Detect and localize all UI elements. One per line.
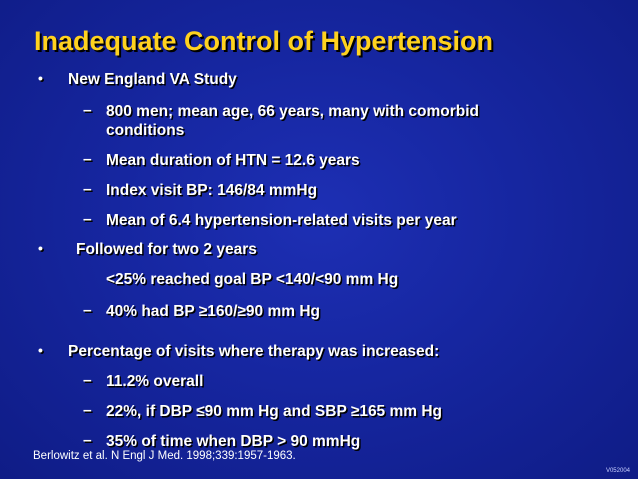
- dash-icon: –: [83, 211, 92, 228]
- sub-overall: 11.2% overall: [106, 373, 204, 390]
- dash-icon: –: [83, 151, 92, 168]
- bullet-icon: •: [38, 240, 43, 256]
- dash-icon: –: [83, 302, 92, 319]
- dash-icon: –: [83, 102, 92, 119]
- sub-reached-goal: <25% reached goal BP <140/<90 mm Hg: [106, 271, 399, 288]
- slide-code: V052004: [605, 468, 630, 474]
- bullet-followed-two-years: Followed for two 2 years: [76, 241, 257, 258]
- dash-icon: –: [83, 402, 92, 419]
- dash-icon: –: [83, 372, 92, 389]
- slide-title: Inadequate Control of Hypertension: [34, 26, 494, 56]
- sub-mean-visits: Mean of 6.4 hypertension-related visits per year: [106, 212, 457, 229]
- bullet-percentage-visits: Percentage of visits where therapy was increased:: [68, 343, 440, 360]
- bullet-icon: •: [38, 70, 43, 86]
- sub-time-dbp: 35% of time when DBP > 90 mmHg: [106, 433, 361, 450]
- sub-800-men-continued: conditions: [106, 122, 185, 139]
- citation: Berlowitz et al. N Engl J Med. 1998;339:1957-1963.: [33, 450, 296, 462]
- dash-icon: –: [83, 432, 92, 449]
- sub-800-men: 800 men; mean age, 66 years, many with comorbid: [106, 103, 480, 120]
- bullet-new-england-va-study: New England VA Study: [68, 71, 237, 88]
- sub-mean-duration: Mean duration of HTN = 12.6 years: [106, 152, 360, 169]
- dash-icon: –: [83, 181, 92, 198]
- bullet-icon: •: [38, 342, 43, 358]
- sub-index-visit-bp: Index visit BP: 146/84 mmHg: [106, 182, 318, 199]
- sub-had-bp: 40% had BP ≥160/≥90 mm Hg: [106, 303, 321, 320]
- sub-dbp-sbp: 22%, if DBP ≤90 mm Hg and SBP ≥165 mm Hg: [106, 403, 443, 420]
